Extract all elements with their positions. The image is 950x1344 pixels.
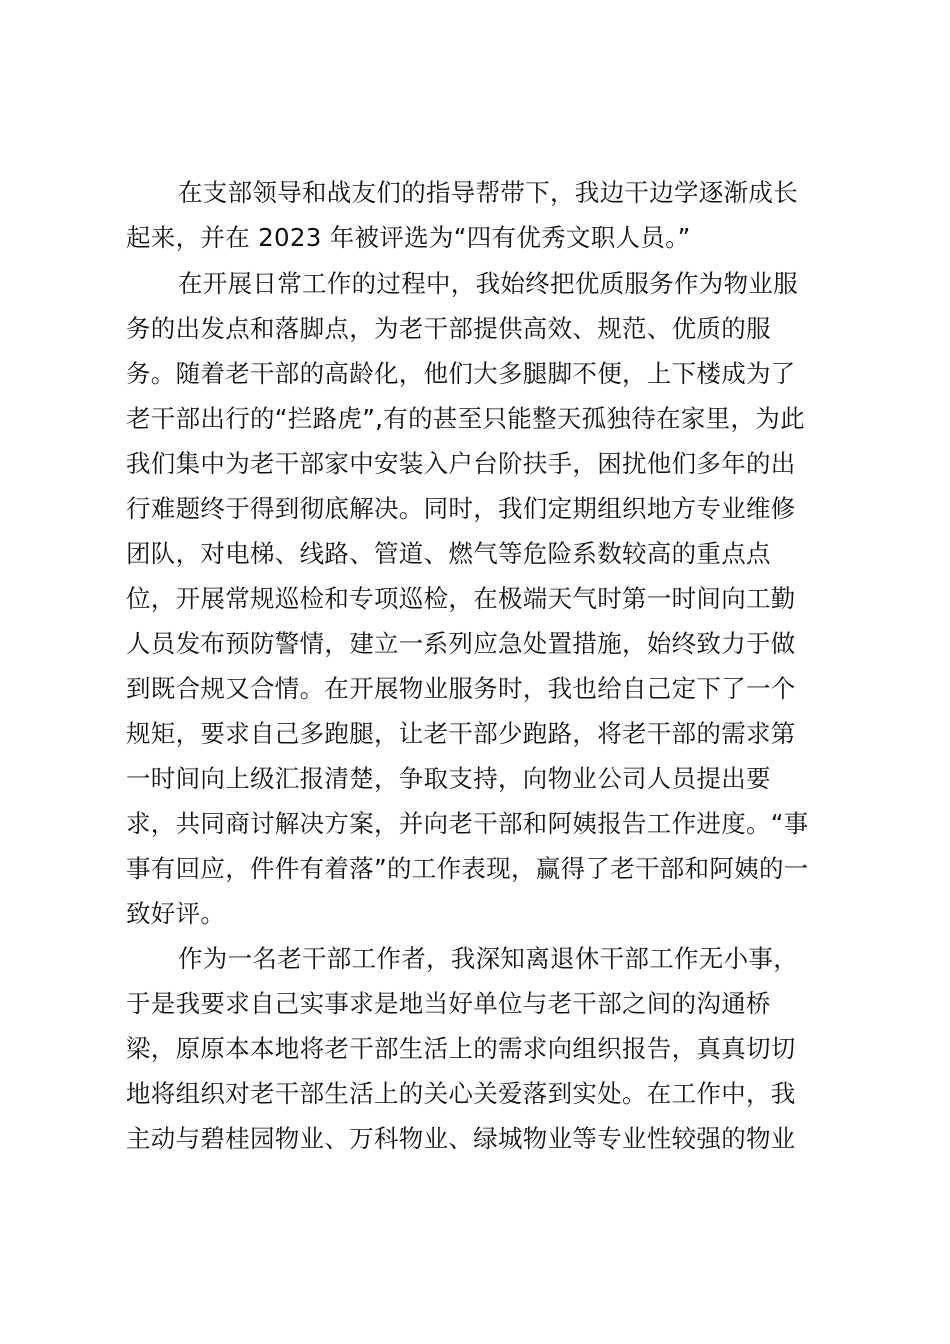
paragraph-2-line-13: 求，共同商讨解决方案，并向老干部和阿姨报告工作进度。“事: [126, 809, 809, 838]
paragraph-2-line-9: 人员发布预防警情，建立一系列应急处置措施，始终致力于做: [126, 629, 796, 658]
paragraph-2-line-3: 务。随着老干部的高龄化，他们大多腿脚不便，上下楼成为了: [126, 359, 796, 388]
paragraph-2-line-11: 规矩，要求自己多跑腿，让老干部少跑路，将老干部的需求第: [126, 719, 796, 748]
paragraph-2-line-12: 一时间向上级汇报清楚，争取支持，向物业公司人员提出要: [126, 764, 771, 793]
paragraph-1-line-1: 在支部领导和战友们的指导帮带下，我边干边学逐渐成长: [178, 178, 798, 207]
paragraph-3-line-5: 主动与碧桂园物业、万科物业、绿城物业等专业性较强的物业: [126, 1124, 796, 1153]
paragraph-3-line-3: 梁，原原本本地将老干部生活上的需求向组织报告，真真切切: [126, 1034, 796, 1063]
paragraph-1-line-2: 起来，并在 2023 年被评选为“四有优秀文职人员。”: [126, 223, 691, 252]
paragraph-3-line-2: 于是我要求自己实事求是地当好单位与老干部之间的沟通桥: [126, 989, 771, 1018]
paragraph-2-line-2: 务的出发点和落脚点，为老干部提供高效、规范、优质的服: [126, 314, 771, 343]
paragraph-2-line-10: 到既合规又合情。在开展物业服务时，我也给自己定下了一个: [126, 674, 796, 703]
paragraph-2-line-6: 行难题终于得到彻底解决。同时，我们定期组织地方专业维修: [126, 494, 796, 523]
paragraph-2-line-14: 事有回应，件件有着落”的工作表现，赢得了老干部和阿姨的一: [126, 854, 809, 883]
paragraph-2-line-7: 团队，对电梯、线路、管道、燃气等危险系数较高的重点点: [126, 539, 771, 568]
paragraph-3-line-4: 地将组织对老干部生活上的关心关爱落到实处。在工作中，我: [126, 1079, 796, 1108]
paragraph-2-line-4: 老干部出行的“拦路虎”,有的甚至只能整天孤独待在家里，为此: [126, 404, 805, 433]
paragraph-3-line-1: 作为一名老干部工作者，我深知离退休干部工作无小事，: [178, 944, 798, 973]
paragraph-2-line-15: 致好评。: [126, 899, 226, 928]
paragraph-2-line-8: 位，开展常规巡检和专项巡检，在极端天气时第一时间向工勤: [126, 584, 796, 613]
paragraph-2-line-1: 在开展日常工作的过程中，我始终把优质服务作为物业服: [178, 269, 798, 298]
paragraph-2-line-5: 我们集中为老干部家中安装入户台阶扶手，困扰他们多年的出: [126, 449, 796, 478]
